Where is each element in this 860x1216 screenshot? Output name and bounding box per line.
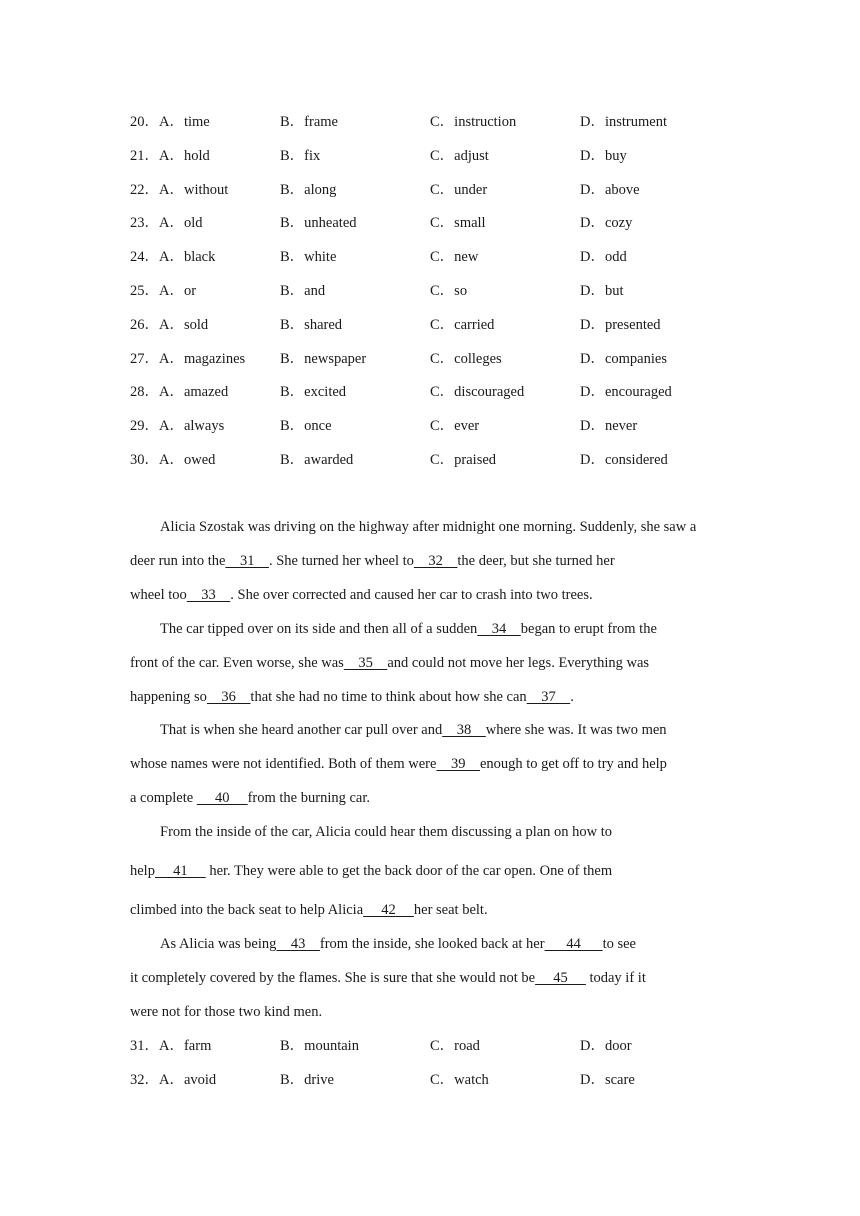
- option-a[interactable]: [130, 382, 228, 402]
- text: to see: [602, 936, 636, 952]
- option-text: C．under: [430, 181, 488, 198]
- option-text: B．drive: [280, 1071, 334, 1088]
- blank-41[interactable]: 41: [154, 863, 206, 879]
- text: from the burning car.: [247, 790, 371, 806]
- passage-line: [160, 618, 760, 640]
- text: began to erupt from the: [520, 621, 657, 637]
- text: her seat belt.: [413, 902, 488, 918]
- option-text: B．excited: [280, 384, 347, 401]
- option-text: C．so: [430, 283, 468, 299]
- option-text: D．instrument: [580, 114, 667, 130]
- text: As Alicia was being: [160, 936, 277, 952]
- option-text: C．carried: [430, 316, 495, 333]
- option-text: A．sold: [159, 316, 209, 333]
- option-d[interactable]: [580, 450, 668, 470]
- text: whose names were not identified. Both of them were: [130, 756, 437, 772]
- question-number: 27．: [130, 350, 159, 367]
- option-b[interactable]: [280, 315, 342, 335]
- option-a[interactable]: [130, 315, 208, 335]
- text: a complete: [130, 790, 197, 806]
- option-d[interactable]: [580, 180, 640, 200]
- blank-34[interactable]: 34: [477, 621, 521, 637]
- option-text: A．hold: [159, 147, 210, 164]
- blank-32[interactable]: 32: [413, 553, 458, 569]
- passage-line: [130, 967, 730, 989]
- text: today if it: [585, 970, 646, 986]
- text: the deer, but she turned her: [457, 553, 615, 569]
- option-d[interactable]: [580, 112, 667, 132]
- option-d[interactable]: [580, 1036, 632, 1056]
- option-text: D．never: [580, 418, 638, 435]
- text: The car tipped over on its side and then all of a sudden: [160, 621, 478, 637]
- option-c[interactable]: [430, 450, 496, 470]
- option-c[interactable]: [430, 315, 494, 335]
- option-text: D．scare: [580, 1071, 635, 1088]
- option-text: C．road: [430, 1038, 480, 1054]
- option-text: A．without: [159, 181, 229, 198]
- option-b[interactable]: [280, 281, 325, 301]
- text: her. They were able to get the back door of the car open. One of them: [205, 863, 613, 879]
- text: help: [130, 863, 155, 879]
- option-a[interactable]: [130, 349, 245, 369]
- blank-31[interactable]: 31: [225, 553, 269, 569]
- question-number: 29．: [130, 418, 159, 435]
- option-text: C．new: [430, 249, 479, 266]
- option-text: D．odd: [580, 249, 627, 266]
- option-text: A．time: [159, 114, 210, 130]
- option-d[interactable]: [580, 382, 672, 402]
- option-c[interactable]: [430, 1070, 489, 1090]
- option-d[interactable]: [580, 1070, 635, 1090]
- question-number: 22．: [130, 181, 159, 198]
- text: enough to get off to try and help: [479, 756, 667, 772]
- blank-45[interactable]: 45: [535, 970, 586, 986]
- option-text: D．cozy: [580, 215, 633, 232]
- option-text: C．instruction: [430, 114, 517, 130]
- option-c[interactable]: [430, 146, 489, 166]
- option-text: D．companies: [580, 350, 667, 367]
- question-number: 24．: [130, 249, 159, 266]
- passage-line: [130, 652, 730, 674]
- option-text: B．frame: [280, 114, 338, 130]
- option-a[interactable]: [130, 180, 228, 200]
- option-c[interactable]: [430, 247, 478, 267]
- option-d[interactable]: [580, 416, 637, 436]
- passage-line: [130, 899, 730, 921]
- option-b[interactable]: [280, 1036, 359, 1056]
- option-c[interactable]: [430, 382, 524, 402]
- option-text: C．ever: [430, 418, 480, 435]
- option-text: B．unheated: [280, 215, 357, 232]
- text: wheel too: [130, 587, 187, 603]
- text: that she had no time to think about how she can: [250, 689, 527, 705]
- option-a[interactable]: [130, 450, 215, 470]
- option-text: C．discouraged: [430, 384, 525, 401]
- option-b[interactable]: [280, 416, 332, 436]
- option-b[interactable]: [280, 1070, 334, 1090]
- text: where she was. It was two men: [485, 722, 667, 738]
- option-a[interactable]: [130, 1036, 211, 1056]
- option-c[interactable]: [430, 416, 479, 436]
- question-number: 30．: [130, 452, 159, 468]
- blank-37[interactable]: 37: [526, 689, 571, 705]
- blank-43[interactable]: 43: [276, 936, 320, 952]
- option-text: C．watch: [430, 1071, 489, 1088]
- option-text: A．avoid: [159, 1071, 217, 1088]
- option-b[interactable]: [280, 349, 366, 369]
- option-text: D．encouraged: [580, 384, 672, 401]
- text: .: [570, 689, 574, 705]
- text: from the inside, she looked back at her: [319, 936, 545, 952]
- option-text: D．buy: [580, 147, 627, 164]
- passage-line: were not for those two kind men.: [130, 1004, 323, 1020]
- option-text: B．white: [280, 249, 337, 266]
- option-text: D．but: [580, 283, 624, 299]
- text: . She turned her wheel to: [268, 553, 414, 569]
- passage-line: [130, 550, 730, 572]
- question-number: 28．: [130, 384, 159, 401]
- option-a[interactable]: [130, 416, 224, 436]
- option-text: D．considered: [580, 452, 668, 468]
- blank-35[interactable]: 35: [343, 655, 388, 671]
- passage-line: [160, 719, 760, 741]
- option-a[interactable]: [130, 1070, 216, 1090]
- option-c[interactable]: [430, 1036, 480, 1056]
- option-a[interactable]: [130, 112, 210, 132]
- option-text: A．magazines: [159, 350, 246, 367]
- option-text: A．amazed: [159, 384, 229, 401]
- question-number: 26．: [130, 316, 159, 333]
- question-number: 25．: [130, 283, 159, 299]
- option-c[interactable]: [430, 112, 516, 132]
- passage-line: [130, 584, 730, 606]
- option-d[interactable]: [580, 315, 661, 335]
- option-a[interactable]: [130, 213, 203, 233]
- text: and could not move her legs. Everything was: [387, 655, 650, 671]
- blank-42[interactable]: 42: [363, 902, 414, 918]
- passage-line: [130, 860, 730, 882]
- blank-40[interactable]: 40: [196, 790, 248, 806]
- option-text: D．presented: [580, 316, 661, 333]
- option-text: B．awarded: [280, 452, 354, 468]
- text: climbed into the back seat to help Alicia: [130, 902, 364, 918]
- blank-33[interactable]: 33: [186, 587, 231, 603]
- passage-line: [130, 787, 730, 809]
- blank-36[interactable]: 36: [206, 689, 251, 705]
- passage-line: Alicia Szostak was driving on the highway after midnight one morning. Suddenly, she saw a: [160, 519, 697, 535]
- option-text: B．mountain: [280, 1038, 359, 1054]
- text: it completely covered by the flames. She is sure that she would not be: [130, 970, 536, 986]
- option-d[interactable]: [580, 213, 632, 233]
- option-text: B．along: [280, 181, 337, 198]
- option-a[interactable]: [130, 281, 196, 301]
- question-number: 23．: [130, 215, 159, 232]
- option-b[interactable]: [280, 146, 320, 166]
- question-number: 20．: [130, 114, 159, 130]
- option-text: A．black: [159, 249, 216, 266]
- option-text: D．door: [580, 1038, 632, 1054]
- option-a[interactable]: [130, 247, 215, 267]
- option-text: A．always: [159, 418, 225, 435]
- option-a[interactable]: [130, 146, 210, 166]
- option-d[interactable]: [580, 349, 667, 369]
- text: deer run into the: [130, 553, 226, 569]
- passage-line: [130, 753, 730, 775]
- option-text: B．shared: [280, 316, 343, 333]
- text: . She over corrected and caused her car to crash into two trees.: [230, 587, 593, 603]
- passage-line: From the inside of the car, Alicia could hear them discussing a plan on how to: [160, 824, 613, 840]
- option-b[interactable]: [280, 180, 336, 200]
- option-d[interactable]: [580, 247, 627, 267]
- option-b[interactable]: [280, 247, 336, 267]
- option-b[interactable]: [280, 112, 338, 132]
- option-text: A．owed: [159, 452, 216, 468]
- option-text: B．fix: [280, 147, 321, 164]
- option-text: A．or: [159, 283, 197, 299]
- option-d[interactable]: [580, 146, 627, 166]
- option-text: C．adjust: [430, 147, 489, 164]
- option-text: C．small: [430, 215, 486, 232]
- option-text: B．newspaper: [280, 350, 367, 367]
- option-text: C．colleges: [430, 350, 502, 367]
- option-c[interactable]: [430, 349, 502, 369]
- option-b[interactable]: [280, 450, 353, 470]
- option-text: C．praised: [430, 452, 497, 468]
- blank-44[interactable]: 44: [544, 936, 603, 952]
- option-c[interactable]: [430, 213, 486, 233]
- question-number: 32．: [130, 1071, 159, 1088]
- option-d[interactable]: [580, 281, 624, 301]
- text: front of the car. Even worse, she was: [130, 655, 344, 671]
- passage-line: [160, 933, 760, 955]
- option-text: B．once: [280, 418, 332, 435]
- blank-39[interactable]: 39: [436, 756, 480, 772]
- text: happening so: [130, 689, 207, 705]
- blank-38[interactable]: 38: [442, 722, 486, 738]
- text: That is when she heard another car pull over and: [160, 722, 443, 738]
- question-number: 31．: [130, 1038, 159, 1054]
- option-text: A．farm: [159, 1038, 212, 1054]
- option-text: B．and: [280, 283, 326, 299]
- option-text: D．above: [580, 181, 640, 198]
- question-number: 21．: [130, 147, 159, 164]
- option-b[interactable]: [280, 382, 346, 402]
- option-c[interactable]: [430, 281, 467, 301]
- option-b[interactable]: [280, 213, 357, 233]
- option-c[interactable]: [430, 180, 487, 200]
- option-text: A．old: [159, 215, 203, 232]
- passage-line: [130, 686, 730, 708]
